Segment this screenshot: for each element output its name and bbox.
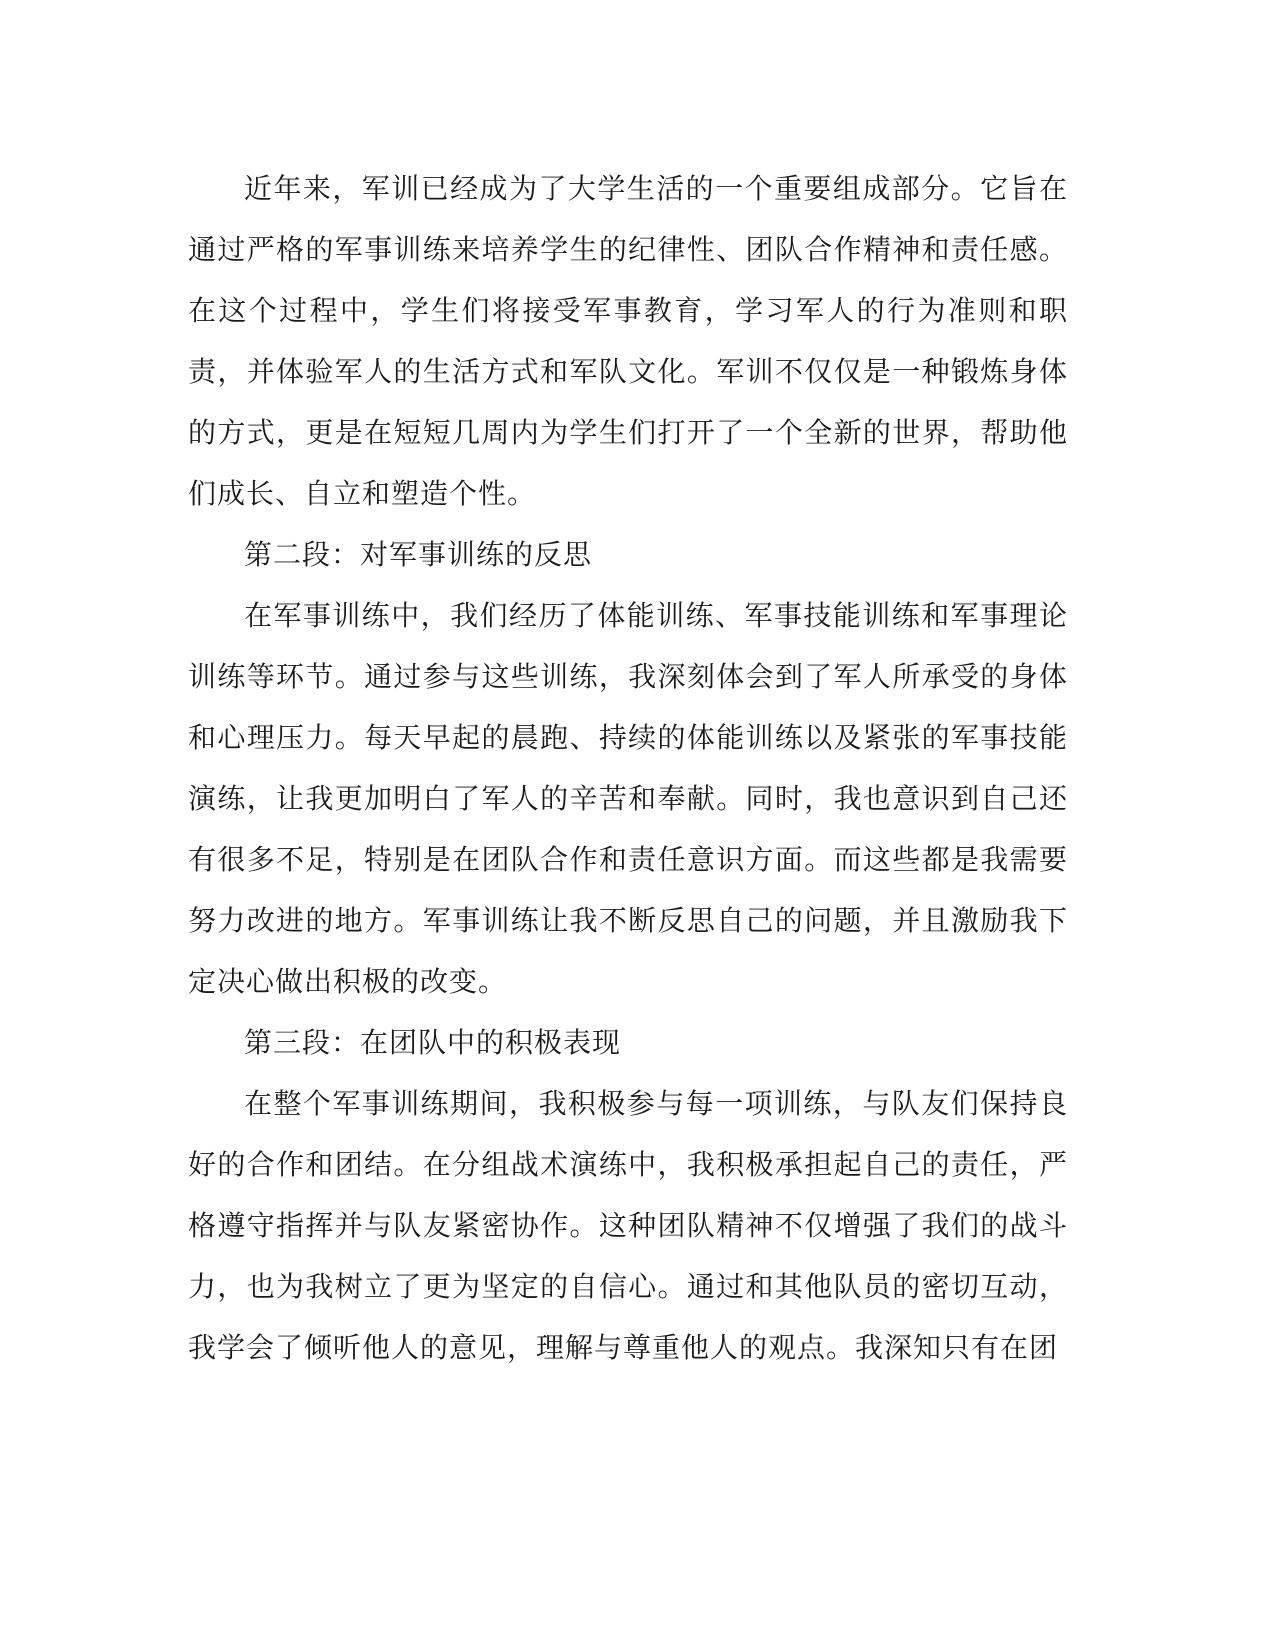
document-body: [188, 158, 1068, 1378]
paragraph-teamwork: 在整个军事训练期间，我积极参与每一项训练，与队友们保持良好的合作和团结。在分组战术演练中，我积极承担起自己的责任，严格遵守指挥并与队友紧密协作。这种团队精神不仅增强了我们的战斗力，也为我树立了更为坚定的自信心。通过和其他队员的密切互动，我学会了倾听他人的意见，理解与尊重他人的观点。我深知只有在团: [188, 1087, 1068, 1364]
paragraph-intro: 近年来，军训已经成为了大学生活的一个重要组成部分。它旨在通过严格的军事训练来培养学生的纪律性、团队合作精神和责任感。在这个过程中，学生们将接受军事教育，学习军人的行为准则和职责，并体验军人的生活方式和军队文化。军训不仅仅是一种锻炼身体的方式，更是在短短几周内为学生们打开了一个全新的世界，帮助他们成长、自立和塑造个性。: [188, 172, 1068, 510]
section-heading-2: 第二段：对军事训练的反思: [244, 538, 593, 571]
section-heading-3: 第三段：在团队中的积极表现: [244, 1026, 622, 1059]
paragraph-reflection: 在军事训练中，我们经历了体能训练、军事技能训练和军事理论训练等环节。通过参与这些训练，我深刻体会到了军人所承受的身体和心理压力。每天早起的晨跑、持续的体能训练以及紧张的军事技能演练，让我更加明白了军人的辛苦和奉献。同时，我也意识到自己还有很多不足，特别是在团队合作和责任意识方面。而这些都是我需要努力改进的地方。军事训练让我不断反思自己的问题，并且激励我下定决心做出积极的改变。: [188, 599, 1068, 998]
